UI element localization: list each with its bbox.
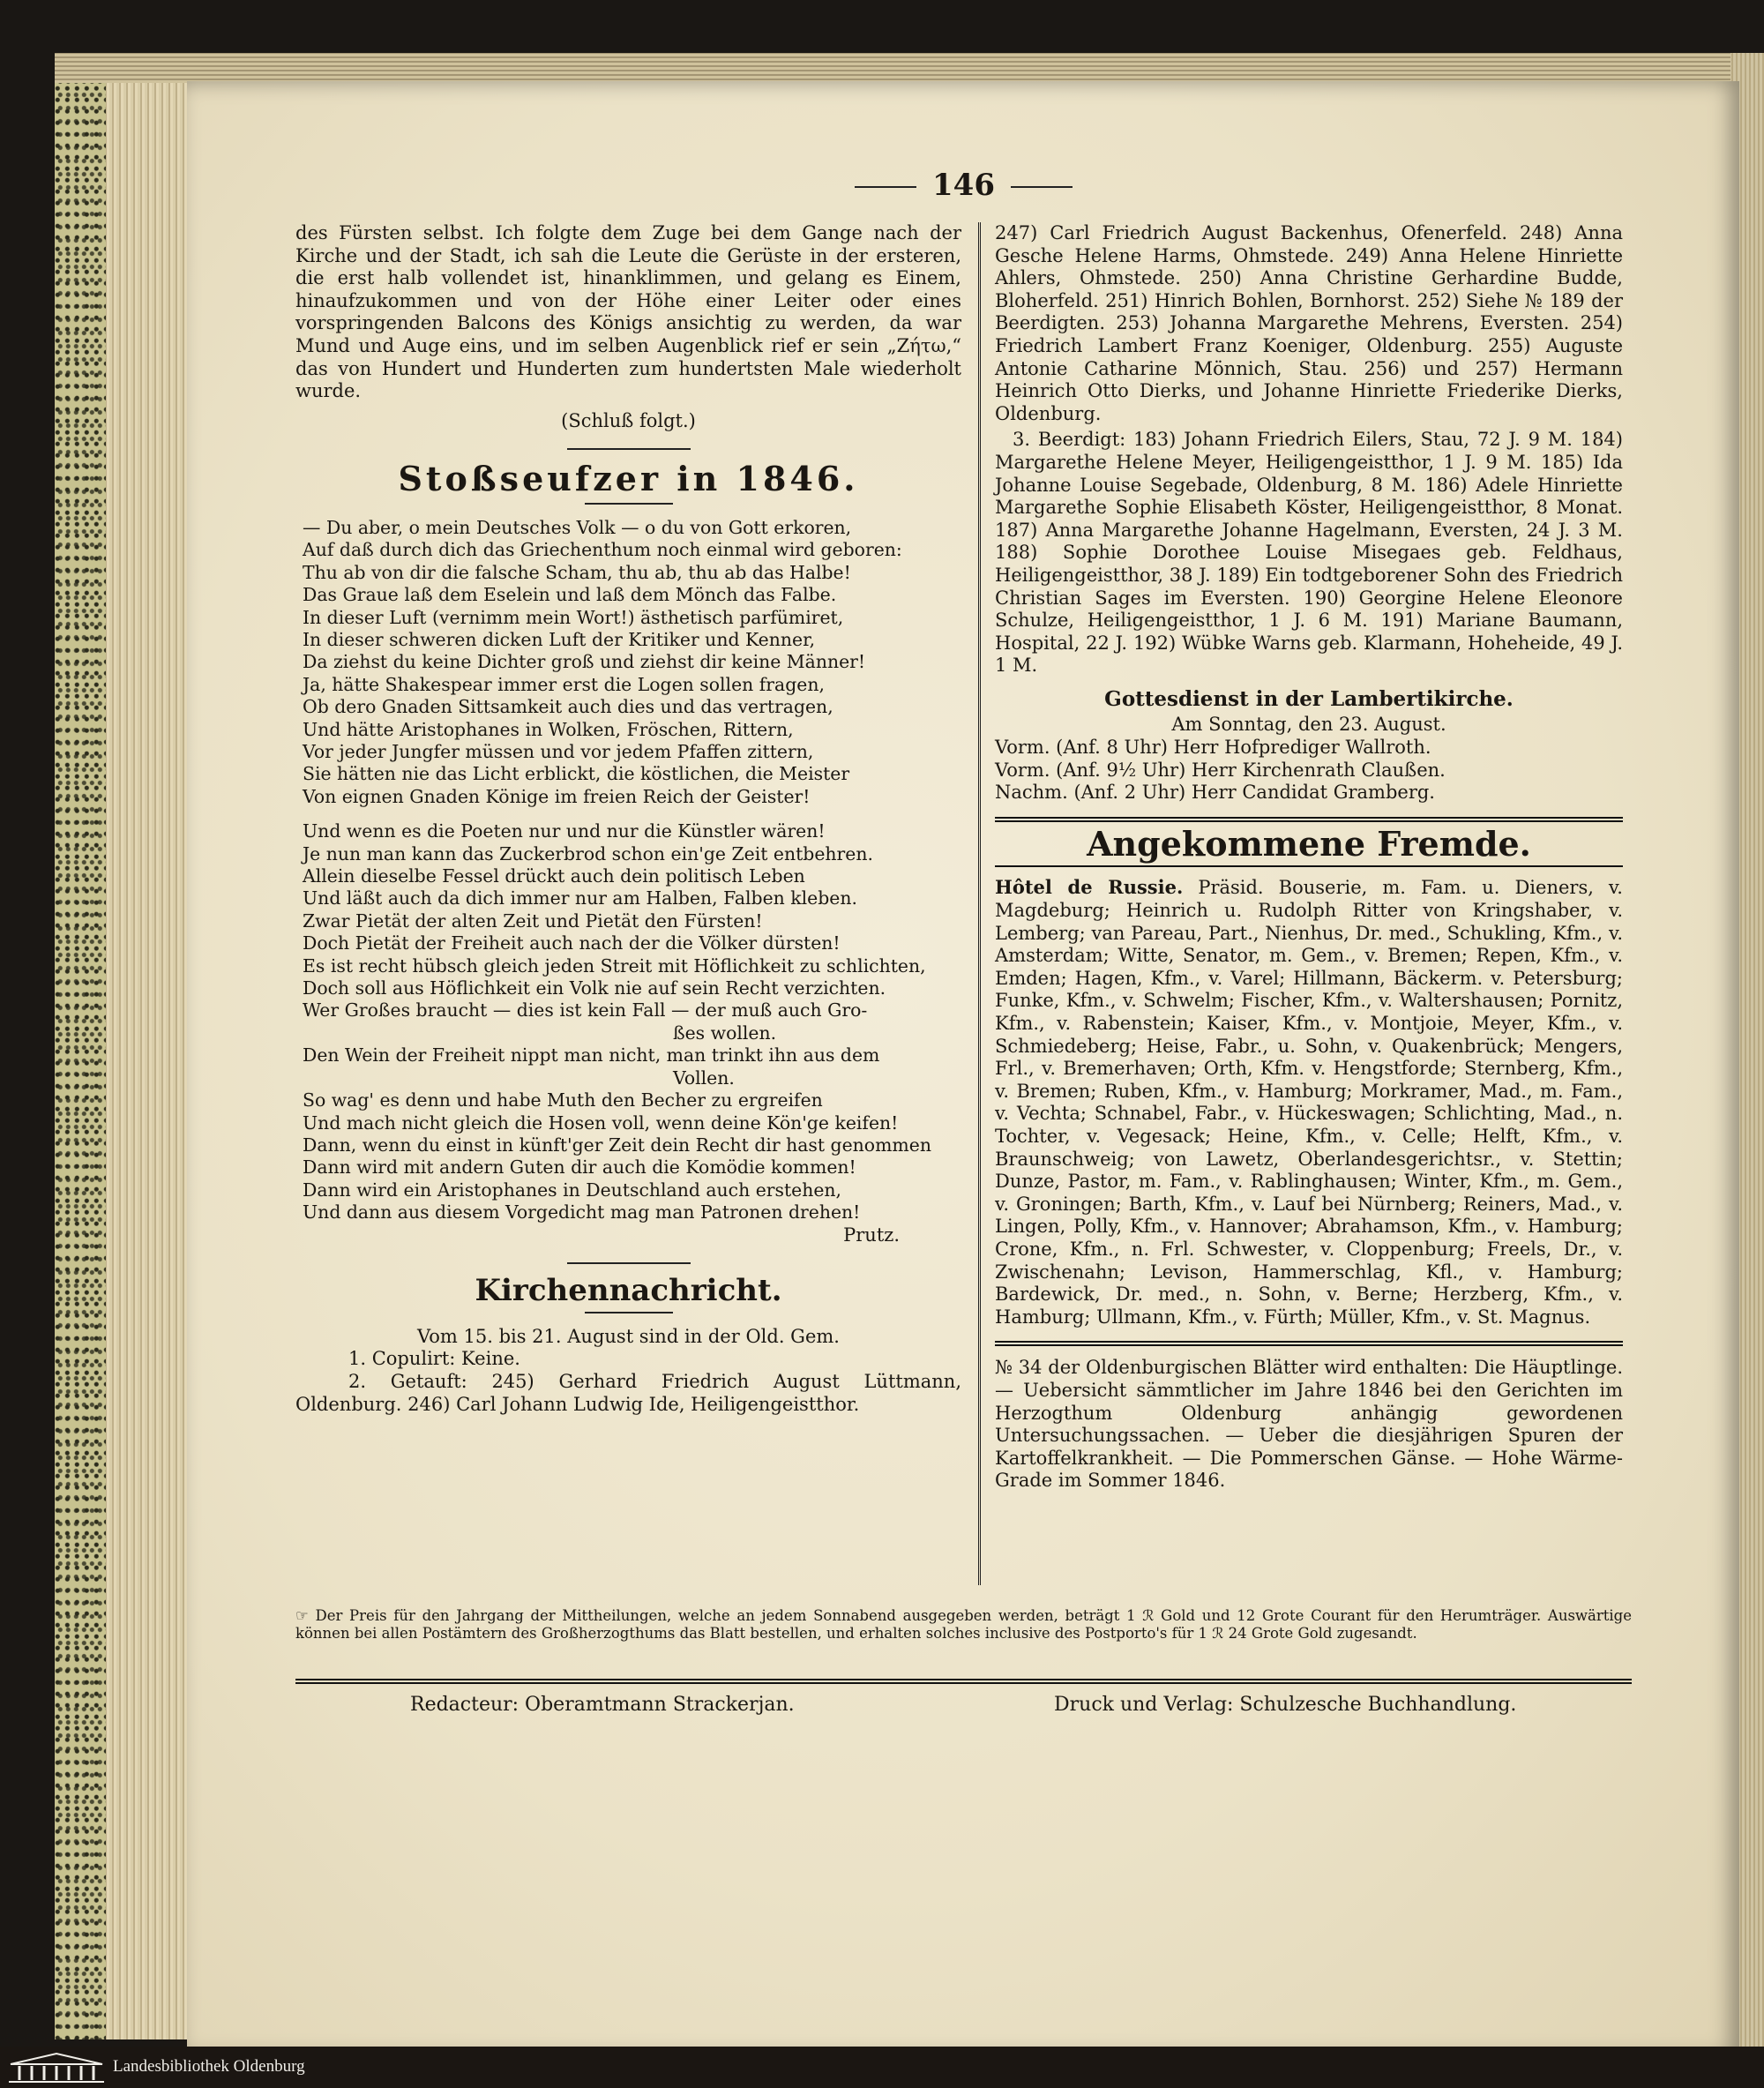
poem-line: Doch soll aus Höflichkeit ein Volk nie auf sein Recht verzichten. — [303, 977, 886, 999]
header-dash-left — [855, 186, 916, 188]
library-building-logo-icon — [7, 2052, 106, 2084]
poem-stanza-2 — [295, 820, 961, 1224]
poem-line: — Du aber, o mein Deutsches Volk — o du von Gott erkoren, — [303, 516, 852, 538]
poem-line: Da ziehst du keine Dichter groß und ziehst dir keine Männer! — [303, 651, 866, 673]
arrivals-text: Präsid. Bouserie, m. Fam. u. Dieners, v. Magdeburg; Heinrich u. Rudolph Ritter von Kringshaber, v. Lemberg; van Pareau, Part., Nienhus, Dr. med., Schukling, Kfm., v. Amsterdam; Witte, Senator, m. Gem., v. Bremen; Repen, Kfm., v. Emden; Hagen, Kfm., v. Varel; Hillmann, Bäckerm. v. Petersburg; Funke, Kfm., v. Schwelm; Fischer, Kfm., v. Waltershausen; Pornitz, Kfm., v. Rabenstein; Kaiser, Kfm., v. Montjoie, Meyer, Kfm., v. Schmiedeberg; Heise, Fabr., u. Sohn, v. Quakenbrück; Mengers, Frl., v. Bremerhaven; Orth, Kfm. v. Hengstforde; Sternberg, Kfm., v. Bremen; Ruben, Kfm., v. Hamburg; Morkramer, Mad., m. Fam., v. Vechta; Schnabel, Fabr., v. Hückeswagen; Schlichting, Mad., n. Tochter, v. Vegesack; Heine, Kfm., v. Celle; Helft, Kfm., v. Braunschweig; von Lawetz, Oberlandesgerichtsr., v. Stettin; Dunze, Pastor, m. Fam., v. Rablinghausen; Winter, Kfm., m. Gem., v. Groningen; Barth, Kfm., v. Lauf bei Nürnberg; Reiners, Mad., v. Lingen, Polly, Kfm., v. Hannover; Abrahamson, Kfm., v. Hamburg; Crone, Kfm., n. Frl. Schwester, v. Cloppenburg; Freels, Dr., v. Zwischenahn; Levison, Hammerschlag, Kfl., v. Hamburg; Bardewick, Dr. med., n. Sohn, v. Berne; Herzberg, Kfm., v. Hamburg; Ullmann, Kfm., v. Fürth; Müller, Kfm., v. St. Magnus. — [995, 877, 1623, 1328]
poem-line: In dieser schweren dicken Luft der Kritiker und Kenner, — [303, 628, 816, 650]
poem-line: Dann wird mit andern Guten dir auch die Komödie kommen! — [303, 1156, 856, 1179]
arrivals-list — [995, 876, 1623, 1328]
poem-line: Wer Großes braucht — dies ist kein Fall — der muß auch Gro- — [303, 999, 868, 1022]
arrivals-title: Angekommene Fremde. — [1087, 823, 1531, 864]
poem-line: Und mach nicht gleich die Hosen voll, wenn deine Kön'ge keifen! — [303, 1111, 899, 1134]
poem-stanza-1 — [295, 517, 961, 808]
church-service-line: Vorm. (Anf. 8 Uhr) Herr Hofprediger Wallroth. — [995, 737, 1431, 759]
book-page-edges-top — [55, 53, 1730, 83]
getauft-entry: 2. Getauft: 245) Gerhard Friedrich August Lüttmann, Oldenburg. 246) Carl Johann Ludwig Ide, Heiligengeistthor. — [295, 1370, 961, 1415]
library-watermark-bar — [0, 2047, 1764, 2088]
poem-line: Vor jeder Jungfer müssen und vor jedem Pfaffen zittern, — [303, 741, 814, 762]
publisher-credit: Druck und Verlag: Schulzesche Buchhandlung. — [1054, 1694, 1517, 1716]
poem-line: Und wenn es die Poeten nur und nur die Künstler wären! — [303, 820, 826, 842]
poem-line: Das Graue laß dem Eselein und laß dem Mönch das Falbe. — [303, 584, 837, 606]
poem-line: Je nun man kann das Zuckerbrod schon ein'ge Zeit entbehren. — [303, 842, 873, 864]
poem-line: Vollen. — [673, 1066, 735, 1089]
burials-entry: 3. Beerdigt: 183) Johann Friedrich Eilers, Stau, 72 J. 9 M. 184) Margarethe Helene Meyer, Heiligengeistthor, 1 J. 9 M. 185) Ida Johanne Louise Segebade, Oldenburg, 8 M. 186) Adele Hinriette Margarethe Sophie Elisabeth Köster, Heiligengeistthor, 8 Monat. 187) Anna Margarethe Johanne Hagelmann, Eversten, 24 J. 3 M. 188) Sophie Dorothee Louise Misegaes geb. Feldhaus, Heiligengeistthor, 38 J. 189) Ein todtgeborener Sohn des Friedrich Christian Sages im Eversten. 190) Georgine Helene Eleonore Schulze, Heiligengeistthor, 1 J. 6 M. 191) Mariane Baumann, Hospital, 22 J. 192) Wübke Warns geb. Klarmann, Hoheheide, 49 J. 1 M. — [995, 429, 1623, 677]
poem-line: Von eignen Gnaden Könige im freien Reich der Geister! — [303, 785, 811, 807]
footer-double-rule — [295, 1679, 1632, 1684]
poem-line: In dieser Luft (vernimm mein Wort!) ästhetisch parfümiret, — [303, 606, 844, 628]
continued-note: (Schluß folgt.) — [561, 409, 696, 431]
poem-line: Dann, wenn du einst in künft'ger Zeit dein Recht dir hast genommen — [303, 1134, 931, 1156]
baptisms-continued: 247) Carl Friedrich August Backenhus, Ofenerfeld. 248) Anna Gesche Helene Harms, Ohmstede. 249) Anna Helene Hinriette Ahlers, Ohmstede. 250) Anna Christine Gerhardine Budde, Bloherfeld. 251) Hinrich Bohlen, Bornhorst. 252) Siehe № 189 der Beerdigten. 253) Johanna Margarethe Mehrens, Eversten. 254) Friedrich Lambert Franz Koeniger, Oldenburg. 255) Auguste Antonie Catharine Mönnich, Stau. 256) und 257) Hermann Heinrich Otto Dierks, und Johanne Hinriette Friederike Dierks, Oldenburg. — [995, 222, 1623, 424]
book-marbled-edge — [55, 72, 106, 2039]
title-underline — [585, 503, 673, 505]
poem-line: Dann wird ein Aristophanes in Deutschland auch erstehen, — [303, 1179, 842, 1201]
next-issue-notice: № 34 der Oldenburgischen Blätter wird enthalten: Die Häuptlinge. — Uebersicht sämmtlicher im Jahre 1846 bei den Gerichten im Herzogthum Oldenburg anhängig gewordenen Untersuchungssachen. — Ueber die diesjährigen Spuren der Kartoffelkrankheit. — Die Pommerschen Gänse. — Hohe Wärme-Grade im Sommer 1846. — [995, 1357, 1623, 1492]
page-number-header — [295, 168, 1632, 203]
poem-line: Und dann aus diesem Vorgedicht mag man Patronen drehen! — [303, 1201, 861, 1224]
page-content — [295, 168, 1632, 1716]
section-double-rule — [995, 1341, 1623, 1346]
poem-line: Den Wein der Freiheit nippt man nicht, man trinkt ihn aus dem — [303, 1044, 880, 1066]
poem-line: Auf daß durch dich das Griechenthum noch einmal wird geboren: — [303, 539, 902, 561]
poem-line: Ja, hätte Shakespear immer erst die Logen sollen fragen, — [303, 673, 825, 695]
poem-line: Allein dieselbe Fessel drückt auch dein politisch Leben — [303, 865, 805, 887]
church-service-line: Nachm. (Anf. 2 Uhr) Herr Candidat Gramberg. — [995, 782, 1435, 804]
stanza-gap — [295, 808, 961, 820]
left-column — [295, 222, 961, 1656]
poem-line: Und hätte Aristophanes in Wolken, Fröschen, Rittern, — [303, 718, 794, 740]
poem-line: Und läßt auch da dich immer nur am Halben, Falben kleben. — [303, 887, 857, 909]
poem-line: ßes wollen. — [673, 1022, 777, 1044]
church-service-date: Am Sonntag, den 23. August. — [1171, 714, 1446, 736]
church-service-list — [995, 737, 1623, 805]
poem-line: Thu ab von dir die falsche Scham, thu ab, thu ab das Halbe! — [303, 561, 851, 583]
imprint-line — [295, 1694, 1632, 1720]
library-name: Landesbibliothek Oldenburg — [113, 2057, 305, 2076]
poem-line: Zwar Pietät der alten Zeit und Pietät den Fürsten! — [303, 909, 763, 932]
poem-title: Stoßseufzer in 1846. — [398, 459, 859, 499]
section-double-rule — [995, 817, 1623, 822]
title-underline — [585, 1312, 673, 1313]
hotel-name: Hôtel de Russie. — [995, 876, 1184, 899]
page-number: 146 — [932, 168, 995, 203]
subscription-price-note: ☞ Der Preis für den Jahrgang der Mittheilungen, welche an jedem Sonnabend ausgegeben werden, beträgt 1 ℛ Gold und 12 Grote Courant für den Herumträger. Auswärtige können bei allen Postämtern des Großherzogthums das Blatt bestellen, und erhalten solches inclusive des Postporto's für 1 ℛ 24 Grote Gold zugesandt. — [295, 1607, 1632, 1642]
section-divider — [567, 1262, 691, 1264]
church-news-dates: Vom 15. bis 21. August sind in der Old. Gem. — [417, 1325, 840, 1347]
right-column — [995, 222, 1623, 1585]
church-service-title: Gottesdienst in der Lambertikirche. — [1104, 686, 1514, 711]
copulirt-entry: 1. Copulirt: Keine. — [348, 1348, 520, 1370]
church-news-title: Kirchennachricht. — [475, 1273, 782, 1309]
poem-line: Doch Pietät der Freiheit auch nach der die Völker dürsten! — [303, 932, 841, 954]
header-dash-right — [1011, 186, 1073, 188]
editor-credit: Redacteur: Oberamtmann Strackerjan. — [410, 1694, 795, 1716]
intro-paragraph: des Fürsten selbst. Ich folgte dem Zuge bei dem Gange nach der Kirche und der Stadt, ich sah die Leute die Gerüste in der ersteren, die erst halb vollendet ist, hinanklimmen, und gelang es Einem, hinaufzukommen und von der Höhe einer Leiter oder eines vorspringenden Balcons des Königs ansichtig zu werden, da war Mund und Auge eins, und im selben Augenblick rief er sein „Ζήτω,“ das von Hundert und Hunderten zum hundertsten Male wiederholt wurde. — [295, 222, 961, 402]
arrivals-rule — [995, 865, 1623, 867]
poem-line: So wag' es denn und habe Muth den Becher zu ergreifen — [303, 1089, 823, 1111]
poem-line: Sie hätten nie das Licht erblickt, die köstlichen, die Meister — [303, 763, 850, 785]
poem-author: Prutz. — [843, 1224, 900, 1246]
section-divider — [567, 448, 691, 450]
column-divider — [978, 222, 981, 1585]
church-service-line: Vorm. (Anf. 9½ Uhr) Herr Kirchenrath Claußen. — [995, 759, 1446, 781]
poem-line: Es ist recht hübsch gleich jeden Streit mit Höflichkeit zu schlichten, — [303, 954, 926, 977]
poem-line: Ob dero Gnaden Sittsamkeit auch dies und das vertragen, — [303, 696, 833, 718]
